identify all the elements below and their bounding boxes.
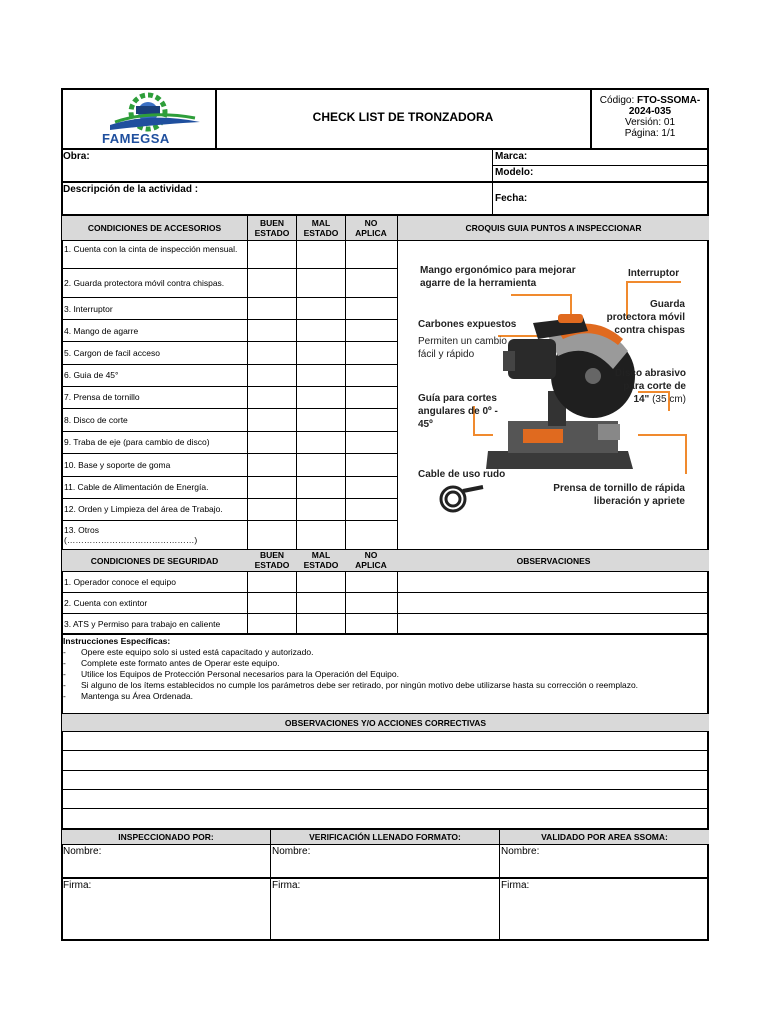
croquis-image xyxy=(398,241,708,549)
list-item: 7. Prensa de tornillo xyxy=(64,392,140,402)
marca-field[interactable]: Marca: xyxy=(495,151,528,162)
version: Versión: 01 xyxy=(624,117,676,128)
list-item: - Mantenga su Área Ordenada. xyxy=(63,691,193,701)
firma-field[interactable]: Firma: xyxy=(501,880,530,891)
list-item: - Opere este equipo solo si usted está capacitado y autorizado. xyxy=(63,647,314,657)
divider xyxy=(61,148,709,150)
list-item: 9. Traba de eje (para cambio de disco) xyxy=(64,437,210,447)
obs-line[interactable] xyxy=(61,750,709,751)
list-item: 3. ATS y Permiso para trabajo en caliente xyxy=(64,619,221,629)
list-item: - Complete este formato antes de Operar este equipo. xyxy=(63,658,280,668)
callout-disco: Disco abrasivo para corte de 14" (35 cm) xyxy=(614,368,686,405)
observaciones-header: OBSERVACIONES xyxy=(516,556,591,566)
callout-interruptor: Interruptor xyxy=(628,268,680,279)
instrucciones-list xyxy=(63,647,703,702)
list-item: - Utilice los Equipos de Protección Personal necesarios para la Operación del Equipo. xyxy=(63,669,399,679)
callout-mango: Mango ergonómico para mejorar agarre de la herramienta xyxy=(420,265,576,289)
list-item: 8. Disco de corte xyxy=(64,415,128,425)
company-name: FAMEGSA xyxy=(102,131,170,146)
mal-estado-header: MAL ESTADO xyxy=(303,218,339,238)
list-item: 5. Cargon de facil acceso xyxy=(64,348,160,358)
list-item: - Si alguno de los ítems establecidos no cumple los parámetros debe ser retirado, por ningún motivo debe utilizarse hasta su corrección o reemplazo. xyxy=(63,680,639,690)
code-value: FTO-SSOMA-2024-035 xyxy=(628,95,701,117)
obs-line[interactable] xyxy=(61,770,709,771)
callout-guarda: Guarda protectora móvil contra chispas xyxy=(606,299,685,336)
no-aplica-header: NO APLICA xyxy=(355,550,387,570)
mal-estado-header: MAL ESTADO xyxy=(303,550,339,570)
list-item: 1. Cuenta con la cinta de inspección mensual. xyxy=(64,244,238,254)
list-item: 6. Guia de 45° xyxy=(64,370,119,380)
firma-field[interactable]: Firma: xyxy=(63,880,92,891)
list-item: 4. Mango de agarre xyxy=(64,326,139,336)
callout-cable: Cable de uso rudo xyxy=(418,469,506,480)
divider xyxy=(492,165,709,166)
nombre-field[interactable]: Nombre: xyxy=(63,846,102,857)
no-aplica-header: NO APLICA xyxy=(355,218,387,238)
list-item: 10. Base y soporte de goma xyxy=(64,460,171,470)
list-item: 13. Otros (………………………………………) xyxy=(64,525,198,545)
verificacion-header: VERIFICACIÓN LLENADO FORMATO: xyxy=(309,832,461,842)
callout-guia: Guía para cortes angulares de 0º - 45º xyxy=(418,393,498,430)
fecha-field[interactable]: Fecha: xyxy=(495,193,528,204)
company-logo xyxy=(90,92,210,147)
seguridad-header: CONDICIONES DE SEGURIDAD xyxy=(90,556,219,566)
inspeccionado-header: INSPECCIONADO POR: xyxy=(118,832,214,842)
descripcion-field[interactable]: Descripción de la actividad : xyxy=(63,184,199,195)
callout-carbones-sub: Permiten un cambio fácil y rápido xyxy=(418,336,507,360)
buen-estado-header: BUEN ESTADO xyxy=(254,550,290,570)
nombre-field[interactable]: Nombre: xyxy=(501,846,540,857)
list-item: 3. Interruptor xyxy=(64,304,113,314)
modelo-field[interactable]: Modelo: xyxy=(495,167,534,178)
page-number: Página: 1/1 xyxy=(624,128,676,139)
document-code xyxy=(592,95,708,139)
validado-header: VALIDADO POR AREA SSOMA: xyxy=(541,832,668,842)
callout-prensa: Prensa de tornillo de rápida liberación y apriete xyxy=(553,483,685,507)
list-item: 2. Cuenta con extintor xyxy=(64,598,148,608)
callout-carbones: Carbones expuestos xyxy=(418,319,517,330)
obs-line[interactable] xyxy=(61,808,709,809)
list-item: 2. Guarda protectora móvil contra chispas. xyxy=(64,278,225,288)
list-item: 1. Operador conoce el equipo xyxy=(64,577,176,587)
obs-acciones-header: OBSERVACIONES Y/O ACCIONES CORRECTIVAS xyxy=(284,718,487,728)
obra-field[interactable]: Obra: xyxy=(63,151,90,162)
firma-field[interactable]: Firma: xyxy=(272,880,301,891)
list-item: 11. Cable de Alimentación de Energía. xyxy=(64,482,209,492)
nombre-field[interactable]: Nombre: xyxy=(272,846,311,857)
buen-estado-header: BUEN ESTADO xyxy=(254,218,290,238)
accesorios-header: CONDICIONES DE ACCESORIOS xyxy=(87,223,222,233)
obs-line[interactable] xyxy=(61,789,709,790)
croquis-header: CROQUIS GUIA PUNTOS A INSPECCIONAR xyxy=(465,223,642,233)
divider xyxy=(61,181,709,183)
form-title: CHECK LIST DE TRONZADORA xyxy=(312,110,494,124)
code-label: Código: xyxy=(599,95,635,106)
list-item: 12. Orden y Limpieza del área de Trabajo. xyxy=(64,504,223,514)
instrucciones-title: Instrucciones Específicas: xyxy=(63,636,171,646)
